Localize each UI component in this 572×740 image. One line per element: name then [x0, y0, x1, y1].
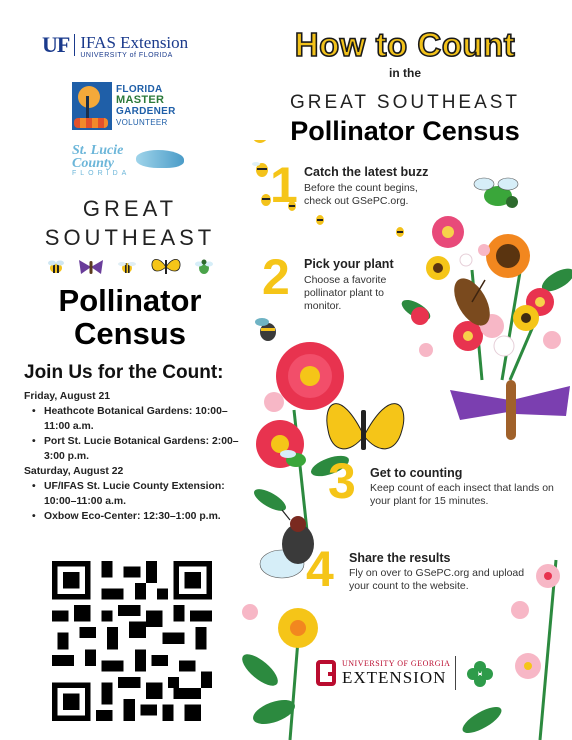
day-saturday: Saturday, August 22 [24, 466, 124, 477]
step-3-title: Get to counting [370, 466, 463, 480]
event-item: • Oxbow Eco-Center: 12:30–1:00 p.m. [32, 509, 244, 524]
schedule [24, 389, 244, 524]
southeast-title-left: SOUTHEAST [44, 225, 216, 250]
census-title-left: Census [74, 316, 186, 351]
butterfly-icon [327, 404, 404, 450]
moth-icon [77, 258, 105, 276]
pollinator-illustration [240, 140, 572, 740]
step-1-desc: Before the count begins, check out GSePC.org. [304, 182, 418, 207]
fly-icon [194, 258, 214, 276]
bee-icon [316, 215, 324, 225]
great-southeast-right: GREAT SOUTHEAST [289, 92, 521, 113]
slc-line2: County [72, 156, 115, 171]
step-4-number: 4 [306, 541, 334, 597]
step-1-number: 1 [270, 157, 298, 213]
join-heading: Join Us for the Count: [24, 362, 224, 383]
bee-icon [255, 318, 276, 341]
sailfish-icon [136, 150, 184, 168]
in-the-text: in the [389, 66, 421, 80]
fly-icon [474, 178, 518, 208]
pollinator-title-left: Pollinator [58, 283, 202, 318]
wasp-icon [117, 259, 137, 275]
bee-icon [252, 162, 268, 177]
step-1-title: Catch the latest buzz [304, 165, 429, 179]
fmg-line1: FLORIDA [116, 84, 163, 95]
step-3-desc: Keep count of each insect that lands on your plant for 15 minutes. [370, 482, 554, 507]
st-lucie-county-logo [72, 144, 184, 180]
step-2-desc: Choose a favorite pollinator plant to monitor. [304, 274, 387, 312]
slc-line1: St. Lucie [72, 143, 124, 158]
step-3-number: 3 [328, 453, 356, 509]
moth-icon [450, 380, 570, 440]
master-gardener-logo [72, 82, 182, 130]
palm-sunset-icon [72, 82, 112, 130]
step-4-title: Share the results [349, 551, 451, 565]
uf-title: IFAS Extension [80, 33, 189, 52]
bee-icon [396, 227, 404, 237]
uga-top-text: UNIVERSITY OF GEORGIA [342, 658, 451, 668]
fmg-line4: VOLUNTEER [116, 118, 168, 127]
flower-icon [240, 604, 318, 740]
bee-icon [251, 140, 269, 143]
fmg-line2: MASTER [116, 94, 165, 106]
bee-icon [46, 259, 66, 275]
step-2-number: 2 [262, 249, 290, 305]
svg-text:H: H [477, 672, 483, 678]
pollinator-census-right: Pollinator Census [290, 116, 520, 146]
step-2-title: Pick your plant [304, 257, 394, 271]
slc-line3: FLORIDA [72, 170, 131, 177]
event-item: • Port St. Lucie Botanical Gardens: 2:00–3:00 p.m. [32, 434, 244, 464]
how-to-count-heading: How to Count [294, 26, 516, 63]
uga-extension-text: EXTENSION [342, 667, 447, 687]
event-item: • UF/IFAS St. Lucie County Extension: 10:00–11:00 a.m. [32, 479, 244, 509]
uga-g-icon [316, 660, 336, 686]
clover-icon [466, 660, 494, 688]
uf-ifas-logo [42, 34, 212, 64]
fmg-line3: GARDENER [116, 106, 176, 117]
logo-divider [455, 656, 456, 690]
insect-row [40, 256, 220, 278]
step-4-desc: Fly on over to GSePC.org and upload your count to the website. [349, 567, 525, 592]
uf-subtitle: UNIVERSITY of FLORIDA [80, 52, 173, 59]
event-item: • Heathcote Botanical Gardens: 10:00–11:00 a.m. [32, 404, 244, 434]
qr-code[interactable] [52, 561, 212, 721]
uf-mark: UF [42, 34, 75, 56]
butterfly-icon [149, 256, 183, 278]
day-friday: Friday, August 21 [24, 391, 111, 402]
great-title-left: GREAT [82, 196, 178, 221]
